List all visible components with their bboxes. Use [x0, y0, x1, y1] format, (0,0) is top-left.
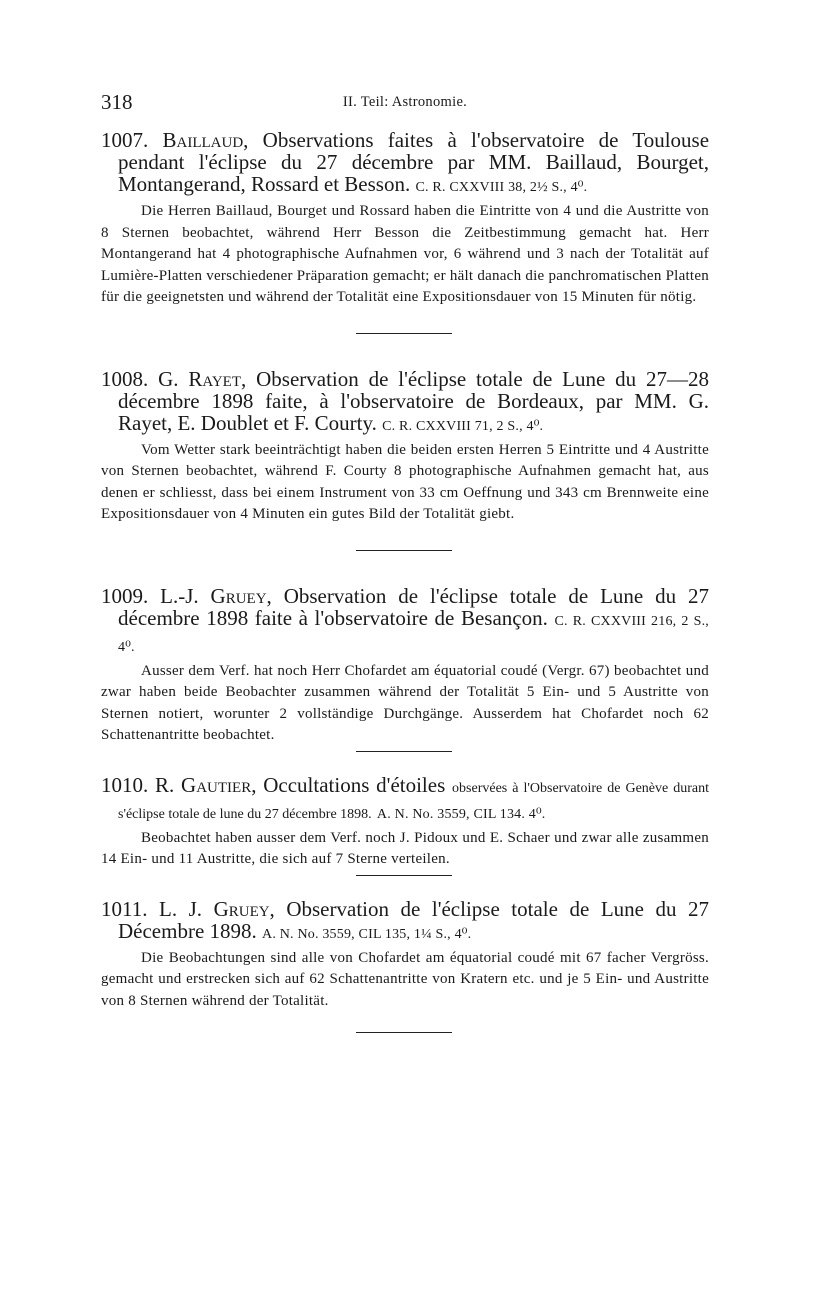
entry-heading	[101, 368, 709, 438]
entry-title: Observations faites à l'observatoire de Toulouse pendant l'éclipse du 27 décembre par MM. Baillaud, Bourget, Montangerand, Rossard et Besson.	[118, 128, 710, 196]
entry-reference: A. N. No. 3559, CIL 135, 1¼ S., 4⁰.	[262, 926, 472, 942]
entry-summary: Die Beobachtungen sind alle von Chofardet am équatorial coudé mit 67 facher Vergröss. gemacht und erstrecken sich auf 62 Schattenantritte von Kratern etc. und je 5 Ein- und Austritte von 8 Sternen während der Totalität.	[101, 949, 709, 1009]
entry-1010	[101, 774, 709, 871]
entry-reference: A. N. No. 3559, CIL 134. 4⁰.	[376, 806, 546, 822]
entry-1009	[101, 585, 709, 747]
entry-summary: Beobachtet haben ausser dem Verf. noch J. Pidoux und E. Schaer und zwar alle zusammen 14 Ein- und 11 Austritte, die sich auf 7 Sterne verteilen.	[101, 829, 709, 867]
entry-number: 1011.	[101, 896, 148, 921]
entry-author: Baillaud,	[162, 128, 249, 152]
entry-title: Observation de l'éclipse totale de Lune du 27—28 décembre 1898 faite, à l'observatoire de Bordeaux, par MM. G. Rayet, E. Doublet et F. Courty.	[118, 366, 710, 435]
page	[101, 84, 709, 1033]
entry-author: G. Rayet,	[158, 366, 247, 391]
entry-heading	[101, 774, 709, 826]
entry-heading	[101, 585, 709, 659]
entry-reference: C. R. CXXVIII 71, 2 S., 4⁰.	[382, 418, 544, 434]
entry-title: Occultations d'étoiles	[263, 772, 446, 797]
entry-heading	[101, 129, 709, 199]
entry-summary: Vom Wetter stark beeinträchtigt haben die beiden ersten Herren 5 Eintritte und 4 Austritte von Sternen beobachtet, während F. Courty 8 photographische Aufnahmen gemacht hat, aus denen er schliesst, dass bei einem Instrument von 33 cm Oeffnung und 343 cm Brennweite eine Expositionsdauer von 4 Minuten ein gutes Bild der Totalität giebt.	[101, 441, 709, 522]
entry-number: 1008.	[101, 366, 149, 391]
entry-1011	[101, 898, 709, 1013]
entry-number: 1009.	[101, 583, 149, 608]
entry-1008	[101, 368, 709, 526]
entry-author: L.-J. Gruey,	[160, 583, 272, 608]
entry-author: L. J. Gruey,	[159, 896, 275, 921]
entry-summary: Die Herren Baillaud, Bourget und Rossard haben die Eintritte von 4 und die Austritte von 8 Sternen beobachtet, während Herr Besson die Zeitbestimmung gemacht hat. Herr Montangerand hat 4 photographische Aufnahmen vor, 6 während und 3 nach der Totalität auf Lumière-Platten verschiedener Präparation gemacht; er hält danach die panchromatischen Platten für die geeignetsten und während der Totalität eine Expositionsdauer von 15 Minuten für nötig.	[101, 203, 709, 305]
entry-1007	[101, 129, 709, 309]
page-number: 318	[101, 90, 133, 114]
entry-number: 1007.	[101, 128, 149, 152]
entry-summary: Ausser dem Verf. hat noch Herr Chofardet am équatorial coudé (Vergr. 67) beobachtet und zwar haben beide Beobachter zusammen während der Totalität 5 Ein- und 5 Austritte von Sternen notiert, worunter 2 vollständige Durchgänge. Ausserdem hat Chofardet noch 62 Schattenantritte beobachtet.	[101, 662, 709, 743]
running-head	[101, 84, 709, 114]
entry-reference: C. R. CXXVIII 216, 2 S., 4⁰.	[118, 613, 710, 655]
entry-reference: C. R. CXXVIII 38, 2½ S., 4⁰.	[415, 180, 588, 195]
entry-heading	[101, 898, 709, 946]
separator-rule	[356, 751, 452, 752]
separator-rule	[356, 333, 452, 334]
entry-author: R. Gautier,	[155, 772, 257, 797]
separator-rule	[356, 1032, 452, 1033]
entry-title-continued: observées à l'Observatoire de Genève durant s'éclipse totale de lune du 27 décembre 1898.	[118, 780, 710, 822]
separator-rule	[356, 875, 452, 876]
entry-number: 1010.	[101, 772, 149, 797]
entry-title: Observation de l'éclipse totale de Lune du 27 Décembre 1898.	[118, 896, 710, 943]
separator-rule	[356, 550, 452, 551]
entry-title: Observation de l'éclipse totale de Lune du 27 décembre 1898 faite à l'observatoire de Besançon.	[118, 583, 710, 630]
running-title: II. Teil: Astronomie.	[342, 94, 468, 110]
